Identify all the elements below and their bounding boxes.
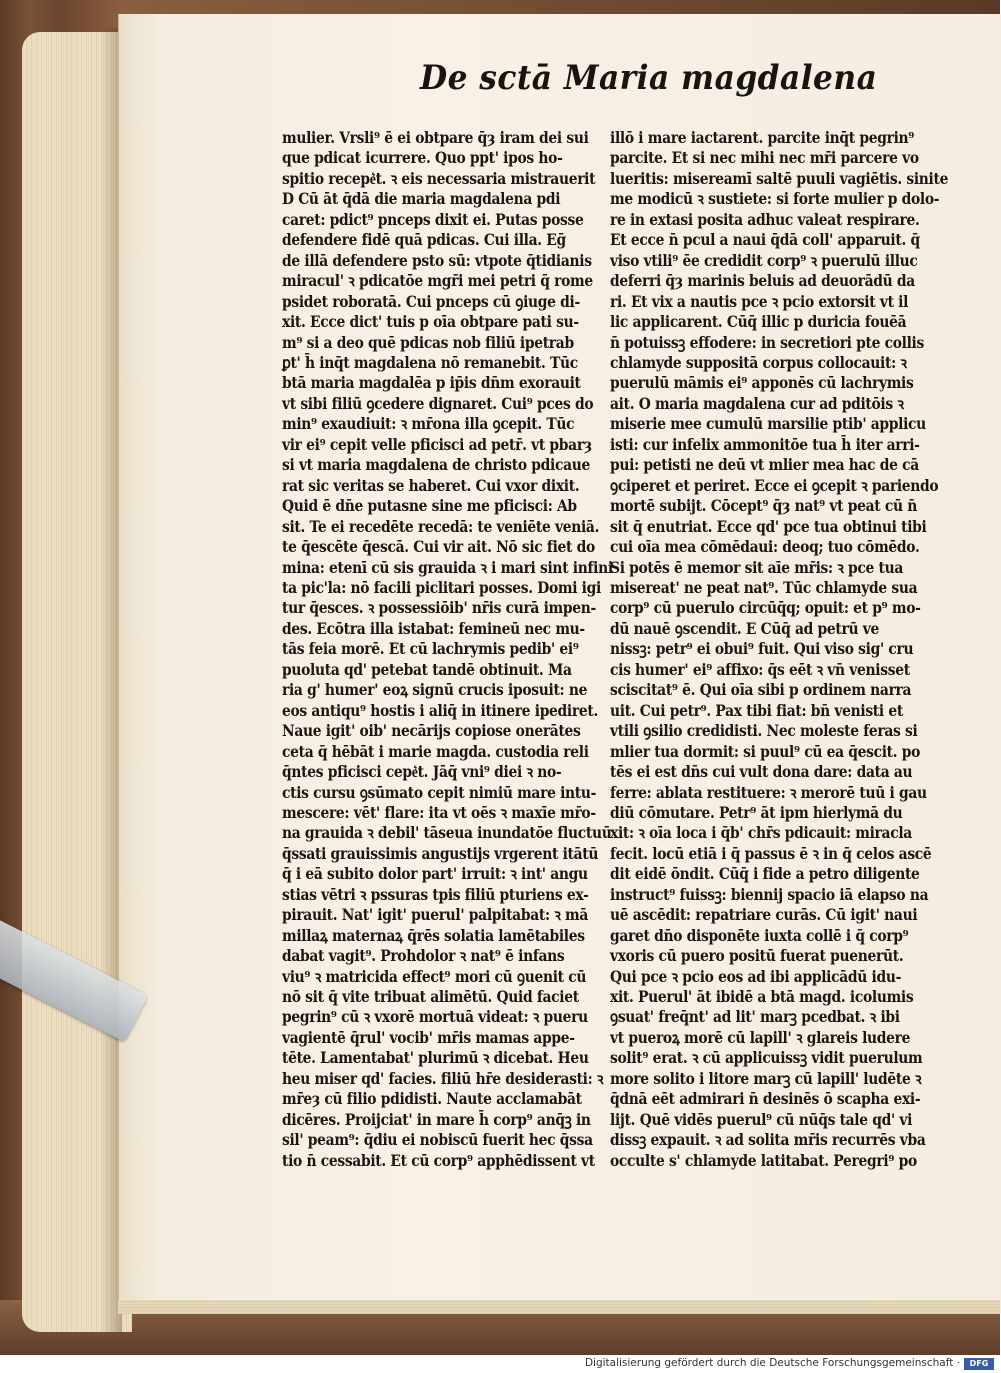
text-line: stias vētri ꝛ pssuras tpis filiū pturiens ex- bbox=[282, 885, 589, 904]
text-line: more solito i litore marꝫ cū lapill' ludēte ꝛ bbox=[610, 1069, 922, 1088]
footer-strip bbox=[0, 1355, 1000, 1373]
text-line: spitio recepe͛t. ꝛ eis necessaria mistrauerit bbox=[282, 169, 596, 188]
text-line: vt pueroꝝ morē cū lapill' ꝛ glareis ludere bbox=[610, 1028, 911, 1047]
text-line: diū cōmutare. Petr⁹ āt ipm hierlymā du bbox=[610, 803, 903, 822]
dfg-logo: DFG bbox=[964, 1358, 994, 1370]
text-line: vt sibi filiū ꝯcedere dignaret. Cui⁹ pces do bbox=[282, 394, 594, 413]
page-bottom-edge bbox=[118, 1300, 1000, 1314]
text-line: sit. Te ei recedēte recedā: te veniēte veniā. bbox=[282, 517, 600, 536]
text-line: nissꝫ: petr⁹ ei obui⁹ fuit. Qui viso sig' cru bbox=[610, 640, 914, 659]
text-line: ꝑt' h̄ inq̄t magdalena nō remanebit. Tūc bbox=[282, 353, 578, 372]
text-line: dū nauē ꝯscendit. E Cūq̄ ad petrū ve bbox=[610, 619, 879, 638]
text-line: pui: petisti ne deū vt mlier mea hac de cā bbox=[610, 456, 919, 475]
text-line: mulier. Vrsli⁹ ē ei obtpare q̄ȝ iram dei sui bbox=[282, 129, 589, 147]
text-line: xit: ꝛ oīa loca i q̄b' chr̄s pdicauit: miracla bbox=[610, 824, 912, 843]
text-line: min⁹ exaudiuit: ꝛ mr̄ona illa ꝯcepit. Tūc bbox=[282, 415, 575, 434]
text-line: ferre: ablata restituere: ꝛ merorē tuū i gau bbox=[610, 783, 927, 802]
text-line: pirauit. Nat' igit' puerul' palpitabat: ꝛ mā bbox=[282, 906, 589, 925]
text-line: puoluta qd' petebat tandē obtinuit. Ma bbox=[282, 660, 572, 679]
text-line: Qui pce ꝛ pcio eos ad ibi applicādū idu- bbox=[610, 967, 902, 986]
text-line: dissꝫ expauit. ꝛ ad solita mr̄is recurrēs vba bbox=[610, 1131, 926, 1150]
text-column-left bbox=[282, 128, 612, 1171]
text-line: solit⁹ erat. ꝛ cū applicuissꝫ vidit puerulum bbox=[610, 1049, 923, 1068]
text-line: ꝯsuat' freq̄nt' ad lit' marꝫ pcedbat. ꝛ ibi bbox=[610, 1008, 900, 1027]
text-line: de illā defendere psto sū: vtpote q̄tidianis bbox=[282, 251, 592, 270]
text-line: ta pic'la: nō facili piclitari posses. Domi igi bbox=[282, 578, 601, 597]
text-line: garet dn̄o disponēte iuxta collē i q̄ corp⁹ bbox=[610, 926, 909, 945]
text-line: Quid ē dn̄e putasne sine me pficisci: Ab bbox=[282, 497, 577, 516]
text-line: vagientē q̄rul' vocib' mr̄is mamas appe- bbox=[282, 1028, 575, 1047]
text-line: q̄dnā eēt admirari n̄ desinēs ō scapha exi- bbox=[610, 1090, 921, 1109]
text-line: occulte s' chlamyde latitabat. Peregri⁹ po bbox=[610, 1151, 917, 1170]
text-line: chlamyde suppositā corpus collocauit: ꝛ bbox=[610, 353, 907, 372]
text-line: dabat vagit⁹. Prohdolor ꝛ nat⁹ ē infans bbox=[282, 947, 565, 966]
text-line: psidet roboratā. Cui pnceps cū ꝯiuge di- bbox=[282, 292, 580, 311]
text-line: D Cū āt q̄dā die maria magdalena pdi bbox=[282, 190, 561, 209]
text-line: m⁹ si a deo quē pdicas nob filiū ipetrab bbox=[282, 333, 574, 352]
funding-credit: Digitalisierung gefördert durch die Deutsche Forschungsgemeinschaft · bbox=[584, 1357, 960, 1369]
text-line: que pdicat icurrere. Quo ppt' ipos ho- bbox=[282, 149, 563, 168]
text-line: mina: etenī cū sis grauida ꝛ i mari sint infini bbox=[282, 558, 613, 577]
text-line: vir ei⁹ cepit velle pficisci ad petr̄. vt pbarȝ bbox=[282, 435, 592, 454]
text-line: mescere: vēt' flare: ita vt oēs ꝛ maxīe mr̄o- bbox=[282, 803, 596, 822]
text-line: Et ecce n̄ pcul a naui q̄dā coll' apparuit. q̄ bbox=[610, 231, 920, 250]
text-column-right bbox=[610, 128, 949, 1171]
text-line: ria g' humer' eoꝝ signū crucis iposuit: ne bbox=[282, 681, 588, 700]
text-line: tās feia morē. Et cū lachrymis pedib' ei⁹ bbox=[282, 640, 579, 659]
text-line: vtili ꝯsilio credidisti. Nec moleste feras si bbox=[610, 722, 918, 741]
text-line: xit. Ecce dict' tuis p oīa obtpare pati su- bbox=[282, 313, 579, 332]
text-line: lueritis: misereamī saltē puuli vagiētis. sinite bbox=[610, 169, 949, 188]
text-line: xit. Puerul' āt ibidē a btā magd. icolumis bbox=[610, 988, 914, 1007]
text-line: mr̄eȝ cū filio pdidisti. Naute acclamabāt bbox=[282, 1090, 582, 1109]
text-line: millaꝝ maternaꝝ q̄rēs solatia lamētabiles bbox=[282, 926, 585, 945]
text-line: q̄ i eā subito dolor part' irruit: ꝛ int' angu bbox=[282, 865, 588, 884]
text-line: cui oīa mea cōmēdaui: deoq; tuo cōmēdo. bbox=[610, 538, 920, 557]
text-line: isti: cur infelix ammonitōe tua h̄ iter arri- bbox=[610, 435, 920, 454]
text-line: mlier tua dormit: si puul⁹ cū ea q̄escit. po bbox=[610, 742, 921, 761]
text-line: btā maria magdalēa p ip̄is dn̄m exorauit bbox=[282, 374, 581, 393]
text-line: me modicū ꝛ sustiete: si forte mulier p dolo- bbox=[610, 190, 940, 209]
text-line: na grauida ꝛ debil' tāseua inundatōe fluctuū bbox=[282, 824, 612, 843]
text-line: tio n̄ cessabit. Et cū corp⁹ apphēdissent vt bbox=[282, 1151, 595, 1170]
text-line: re in extasi posita adhuc valeat respirare. bbox=[610, 210, 920, 229]
text-line: parcite. Et si nec mihi nec mr̄i parcere vo bbox=[610, 149, 919, 168]
text-line: ri. Et vix a nautis pce ꝛ pcio extorsit vt il bbox=[610, 292, 909, 311]
text-line: q̄ssati grauissimis angustijs vrgerent itātū bbox=[282, 844, 599, 863]
text-line: ꝯciperet et periret. Ecce ei ꝯcepit ꝛ pariendo bbox=[610, 476, 939, 495]
text-line: dicēres. Proijciat' in mare h̄ corp⁹ anq̄ꝫ in bbox=[282, 1110, 591, 1129]
text-line: pegrin⁹ cū ꝛ vxorē mortuā videat: ꝛ pueru bbox=[282, 1008, 588, 1027]
text-line: sciscitat⁹ ē. Qui oīa sibi p ordinem narra bbox=[610, 681, 912, 700]
text-line: deferri q̄ȝ marinis beluis ad deuorādū da bbox=[610, 272, 915, 291]
text-line: mortē subijt. Cōcept⁹ q̄ȝ nat⁹ vt peat cū n̄ bbox=[610, 497, 917, 516]
text-line: lic applicarent. Cūq̄ illic p duricia fouēā bbox=[610, 313, 907, 332]
text-line: Naue igit' oib' necārijs copiose onerātes bbox=[282, 722, 581, 741]
text-line: lijt. Quē vidēs puerul⁹ cū nūq̄s tale qd' vi bbox=[610, 1110, 913, 1129]
text-line: tur q̄esces. ꝛ possessiōib' nr̄is curā impen- bbox=[282, 599, 596, 618]
text-line: rat sic veritas se haberet. Cui vxor dixit. bbox=[282, 476, 580, 495]
text-line: tēs ei est dn̄s cui vult dona dare: data au bbox=[610, 763, 913, 782]
text-line: si vt maria magdalena de christo pdicaue bbox=[282, 456, 591, 475]
text-line: uē ascēdit: repatriare curās. Cū igit' naui bbox=[610, 906, 918, 925]
text-line: tēte. Lamentabat' plurimū ꝛ dicebat. Heu bbox=[282, 1049, 589, 1068]
text-line: sit q̄ enutriat. Ecce qd' pce tua obtinui tibi bbox=[610, 517, 927, 536]
text-line: ceta q̄ hēbāt i marie magda. custodia reli bbox=[282, 742, 589, 761]
text-line: defendere fidē quā pdicas. Cui illa. Eḡ bbox=[282, 231, 566, 250]
text-line: miracul' ꝛ pdicatōe mgr̄i mei petri q̄ rome bbox=[282, 272, 593, 291]
text-line: misereat' ne peat nat⁹. Tūc chlamyde sua bbox=[610, 578, 918, 597]
text-line: cis humer' ei⁹ affixo: q̄s eēt ꝛ vn̄ venisset bbox=[610, 660, 910, 679]
text-line: eos antiqu⁹ hostis i aliq̄ in itinere ipediret. bbox=[282, 701, 598, 720]
text-line: instruct⁹ fuissꝫ: biennij spacio iā elapso na bbox=[610, 885, 929, 904]
text-line: q̄ntes pficisci cepe͛t. Jāq̄ vni⁹ diei ꝛ no- bbox=[282, 763, 562, 782]
text-line: fecit. locū etiā i q̄ passus ē ꝛ in q̄ celos ascē bbox=[610, 844, 932, 863]
text-line: illō i mare iactarent. parcite inq̄t pegrin⁹ bbox=[610, 129, 915, 147]
text-line: viso vtili⁹ ēe credidit corp⁹ ꝛ puerulū illuc bbox=[610, 251, 918, 270]
text-line: ait. O maria magdalena cur ad pditōis ꝛ bbox=[610, 394, 904, 413]
text-line: uit. Cui petr⁹. Pax tibi fiat: bn̄ venisti et bbox=[610, 701, 903, 720]
text-line: miserie mee cumulū marsilie ptib' applicu bbox=[610, 415, 926, 434]
text-line: te q̄escēte q̄escā. Cui vir ait. Nō sic fiet do bbox=[282, 538, 595, 557]
text-line: puerulū māmis ei⁹ apponēs cū lachrymis bbox=[610, 374, 914, 393]
text-line: corp⁹ cū puerulo circūq̄q; opuit: et p⁹ mo- bbox=[610, 599, 921, 618]
text-line: des. Ecōtra illa istabat: femineū nec mu- bbox=[282, 619, 585, 638]
text-line: vxoris cū puero positū fuerat puenerūt. bbox=[610, 947, 904, 966]
text-line: n̄ potuissꝫ effodere: in secretiori pte collis bbox=[610, 333, 924, 352]
text-line: viu⁹ ꝛ matricida effect⁹ mori cū ꝯuenit cū bbox=[282, 967, 587, 986]
running-head: De sctā Maria magdalena bbox=[420, 58, 878, 98]
text-line: ctis cursu ꝯsūmato cepit nimiū mare intu- bbox=[282, 783, 597, 802]
text-line: caret: pdict⁹ pnceps dixit ei. Putas posse bbox=[282, 210, 584, 229]
text-line: dit eidē ōndit. Cūq̄ i fide a petro diligente bbox=[610, 865, 920, 884]
text-line: Si potēs ē memor sit aīe mr̄is: ꝛ pce tua bbox=[610, 558, 904, 577]
text-line: sil' peam⁹: q̄diu ei nobiscū fuerit hec q̄ssa bbox=[282, 1131, 593, 1150]
text-line: nō sit q̄ vite tribuat alimētū. Quid faciet bbox=[282, 988, 579, 1007]
text-line: heu miser qd' facies. filiū hr̄e desiderasti: ꝛ bbox=[282, 1069, 604, 1088]
